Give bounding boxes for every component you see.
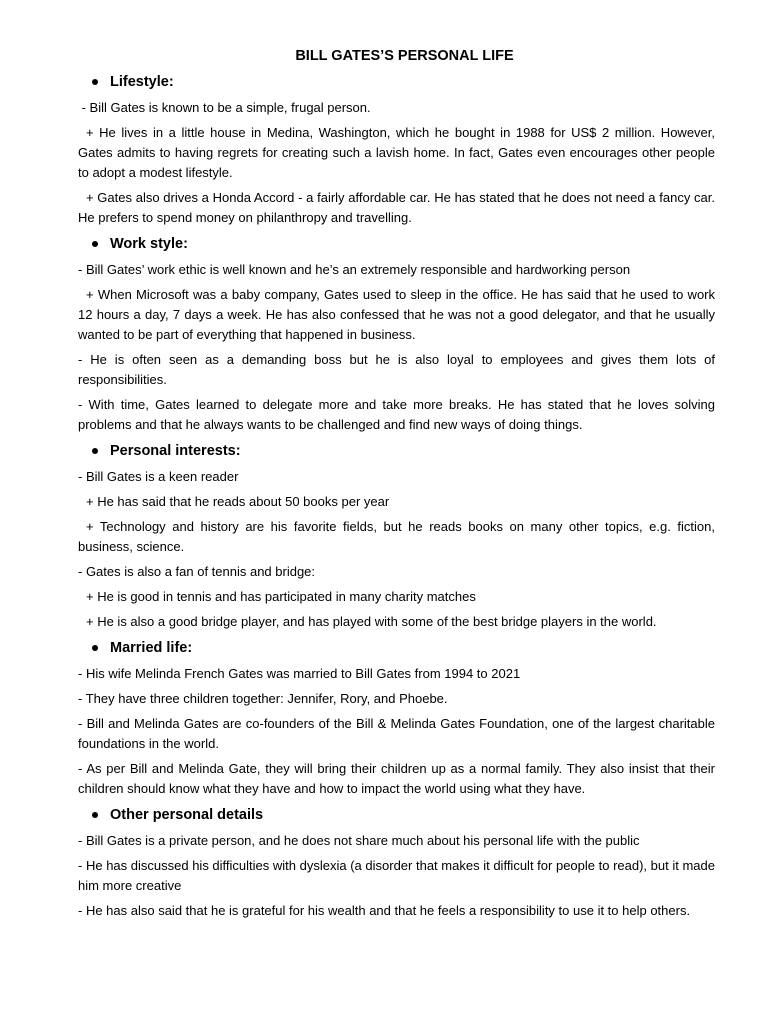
paragraph: + He is good in tennis and has participated in many charity matches xyxy=(86,589,476,604)
section-heading xyxy=(78,805,715,825)
paragraph: - As per Bill and Melinda Gate, they will bring their children up as a normal family. They also insist that their children should know what they have and how to impact the world using what they have. xyxy=(78,761,715,796)
paragraph: + He has said that he reads about 50 books per year xyxy=(86,494,390,509)
paragraph: - He has also said that he is grateful for his wealth and that he feels a responsibility to use it to help others. xyxy=(78,903,691,918)
paragraph: - They have three children together: Jennifer, Rory, and Phoebe. xyxy=(78,691,448,706)
bullet-icon xyxy=(92,79,98,85)
section-heading xyxy=(78,72,715,92)
document-title: BILL GATES’S PERSONAL LIFE xyxy=(295,48,514,64)
paragraph: + He is also a good bridge player, and has played with some of the best bridge players in the world. xyxy=(86,614,657,629)
bullet-icon xyxy=(92,448,98,454)
section-lifestyle xyxy=(78,72,715,228)
section-personal-interests xyxy=(78,441,715,632)
document-page xyxy=(78,46,715,926)
paragraph: - Bill Gates is known to be a simple, frugal person. xyxy=(78,100,371,115)
section-heading-text: Other personal details xyxy=(110,807,264,823)
paragraph: + He lives in a little house in Medina, Washington, which he bought in 1988 for US$ 2 million. However, Gates admits to having regrets for creating such a lavish home. In fact, Gates even encourages other people to adopt a modest lifestyle. xyxy=(78,125,715,180)
section-heading-text: Personal interests: xyxy=(110,443,241,459)
paragraph: + Technology and history are his favorite fields, but he reads books on many other topics, e.g. fiction, business, science. xyxy=(78,519,715,554)
section-heading-text: Work style: xyxy=(110,236,188,252)
bullet-icon xyxy=(92,645,98,651)
paragraph: - His wife Melinda French Gates was married to Bill Gates from 1994 to 2021 xyxy=(78,666,521,681)
bullet-icon xyxy=(92,812,98,818)
paragraph: - He has discussed his difficulties with dyslexia (a disorder that makes it difficult for people to read), but it made him more creative xyxy=(78,858,715,893)
section-other-personal-details xyxy=(78,805,715,921)
paragraph: - Bill Gates is a private person, and he does not share much about his personal life with the public xyxy=(78,833,640,848)
section-heading xyxy=(78,441,715,461)
paragraph: + When Microsoft was a baby company, Gates used to sleep in the office. He has said that he used to work 12 hours a day, 7 days a week. He has also confessed that he was not a good delegator, and that he usually wanted to be part of everything that happened in business. xyxy=(78,287,715,342)
bullet-icon xyxy=(92,241,98,247)
paragraph: - Bill Gates’ work ethic is well known and he’s an extremely responsible and hardworking person xyxy=(78,262,631,277)
paragraph: - Gates is also a fan of tennis and bridge: xyxy=(78,564,316,579)
section-married-life xyxy=(78,638,715,799)
paragraph: - With time, Gates learned to delegate more and take more breaks. He has stated that he loves solving problems and that he always wants to be challenged and find new ways of doing things. xyxy=(78,397,715,432)
paragraph: - He is often seen as a demanding boss but he is also loyal to employees and gives them lots of responsibilities. xyxy=(78,352,715,387)
paragraph: + Gates also drives a Honda Accord - a fairly affordable car. He has stated that he does not need a fancy car. He prefers to spend money on philanthropy and travelling. xyxy=(78,190,715,225)
section-heading xyxy=(78,234,715,254)
paragraph: - Bill Gates is a keen reader xyxy=(78,469,239,484)
section-heading xyxy=(78,638,715,658)
section-heading-text: Lifestyle: xyxy=(110,74,174,90)
section-heading-text: Married life: xyxy=(110,640,193,656)
paragraph: - Bill and Melinda Gates are co-founders of the Bill & Melinda Gates Foundation, one of the largest charitable foundations in the world. xyxy=(78,716,715,751)
section-work-style xyxy=(78,234,715,435)
